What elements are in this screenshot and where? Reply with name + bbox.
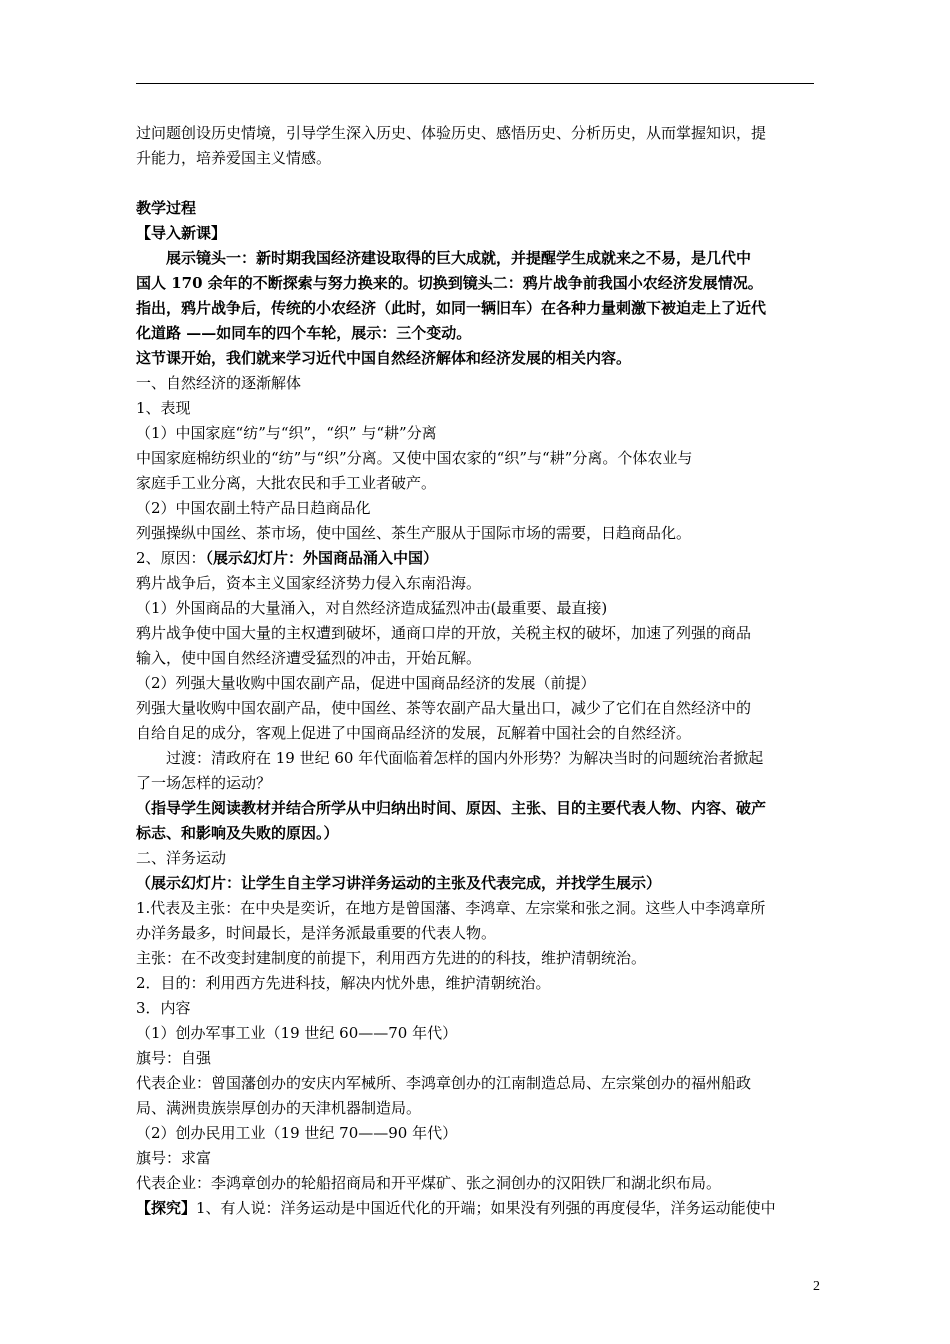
paragraph-line: 升能力，培养爱国主义情感。 <box>136 149 332 167</box>
subsection-heading: 1、表现 <box>136 399 191 417</box>
paragraph-line: （2）创办民用工业（19 世纪 70——90 年代） <box>136 1124 458 1142</box>
paragraph-line: 代表企业：曾国藩创办的安庆内军械所、李鸿章创办的江南制造总局、左宗棠创办的福州船政 <box>136 1074 752 1092</box>
paragraph-line: （展示幻灯片：让学生自主学习讲洋务运动的主张及代表完成，并找学生展示） <box>136 874 662 892</box>
paragraph-line: 家庭手工业分离，大批农民和手工业者破产。 <box>136 474 437 492</box>
paragraph-line: 标志、和影响及失败的原因。） <box>136 824 339 842</box>
explore-text: 1、有人说：洋务运动是中国近代化的开端；如果没有列强的再度侵华，洋务运动能使中 <box>196 1199 776 1217</box>
paragraph-line: （1）外国商品的大量涌入，对自然经济造成猛烈冲击(最重要、最直接) <box>136 599 608 617</box>
paragraph-line <box>136 1196 816 1221</box>
explore-label: 【探究】 <box>136 1199 197 1217</box>
paragraph-line: 化道路 ——如同车的四个车轮，展示：三个变动。 <box>136 324 472 342</box>
paragraph-gap <box>136 171 816 196</box>
paragraph-line: 鸦片战争使中国大量的主权遭到破坏，通商口岸的开放，关税主权的破坏，加速了列强的商品 <box>136 624 752 642</box>
paragraph-line: 过渡：清政府在 19 世纪 60 年代面临着怎样的国内外形势？为解决当时的问题统治者掀起 <box>166 749 764 767</box>
paragraph-line: （2）列强大量收购中国农副产品，促进中国商品经济的发展（前提） <box>136 674 596 692</box>
paragraph-line: 自给自足的成分，客观上促进了中国商品经济的发展，瓦解着中国社会的自然经济。 <box>136 724 692 742</box>
body-text <box>136 121 816 1221</box>
paragraph-line: 2．目的：利用西方先进科技，解决内忧外患，维护清朝统治。 <box>136 974 551 992</box>
paragraph-line: 这节课开始，我们就来学习近代中国自然经济解体和经济发展的相关内容。 <box>136 349 632 367</box>
paragraph-line: （指导学生阅读教材并结合所学从中归纳出时间、原因、主张、目的主要代表人物、内容、破产 <box>136 799 767 817</box>
paragraph-line <box>136 546 816 571</box>
paragraph-line: 旗号：求富 <box>136 1149 212 1167</box>
paragraph-line: 输入，使中国自然经济遭受猛烈的冲击，开始瓦解。 <box>136 649 482 667</box>
paragraph-line: 代表企业：李鸿章创办的轮船招商局和开平煤矿、张之洞创办的汉阳铁厂和湖北织布局。 <box>136 1174 722 1192</box>
paragraph-line: （1）创办军事工业（19 世纪 60——70 年代） <box>136 1024 458 1042</box>
paragraph-line: 列强操纵中国丝、茶市场，使中国丝、茶生产服从于国际市场的需要，日趋商品化。 <box>136 524 692 542</box>
paragraph-line: 国人 170 余年的不断探索与努力换来的。切换到镜头二：鸦片战争前我国小农经济发展情况。 <box>136 274 763 292</box>
section-heading: 教学过程 <box>136 199 197 217</box>
paragraph-line: 列强大量收购中国农副产品，使中国丝、茶等农副产品大量出口，减少了它们在自然经济中的 <box>136 699 752 717</box>
paragraph-line: 鸦片战争后，资本主义国家经济势力侵入东南沿海。 <box>136 574 482 592</box>
paragraph-line: 展示镜头一：新时期我国经济建设取得的巨大成就，并提醒学生成就来之不易，是几代中 <box>166 249 752 267</box>
section-heading: 二、洋务运动 <box>136 849 227 867</box>
paragraph-line: 办洋务最多，时间最长，是洋务派最重要的代表人物。 <box>136 924 497 942</box>
header-rule <box>136 83 814 84</box>
paragraph-line: （1）中国家庭“纺”与“织”，“织” 与“耕”分离 <box>136 424 437 442</box>
paragraph-line: 过问题创设历史情境，引导学生深入历史、体验历史、感悟历史、分析历史，从而掌握知识，提 <box>136 124 767 142</box>
paragraph-line: 旗号：自强 <box>136 1049 212 1067</box>
section-heading: 【导入新课】 <box>136 224 227 242</box>
paragraph-line: 中国家庭棉纺织业的“纺”与“织”分离。又使中国农家的“织”与“耕”分离。个体农业与 <box>136 449 693 467</box>
cause-label: 2、原因： <box>136 549 206 567</box>
paragraph-line: 了一场怎样的运动？ <box>136 774 272 792</box>
paragraph-line: 指出，鸦片战争后，传统的小农经济（此时，如同一辆旧车）在各种力量刺激下被迫走上了近代 <box>136 299 767 317</box>
paragraph-line: 1.代表及主张：在中央是奕䜣，在地方是曾国藩、李鸿章、左宗棠和张之洞。这些人中李鸿章所 <box>136 899 766 917</box>
paragraph-line: （2）中国农副土特产品日趋商品化 <box>136 499 371 517</box>
page-number: 2 <box>813 1279 820 1294</box>
section-heading: 一、自然经济的逐渐解体 <box>136 374 302 392</box>
subsection-heading: 3．内容 <box>136 999 191 1017</box>
slide-note: （展示幻灯片：外国商品涌入中国） <box>205 549 439 567</box>
paragraph-line: 主张：在不改变封建制度的前提下，利用西方先进的的科技，维护清朝统治。 <box>136 949 647 967</box>
paragraph-line: 局、满洲贵族崇厚创办的天津机器制造局。 <box>136 1099 422 1117</box>
